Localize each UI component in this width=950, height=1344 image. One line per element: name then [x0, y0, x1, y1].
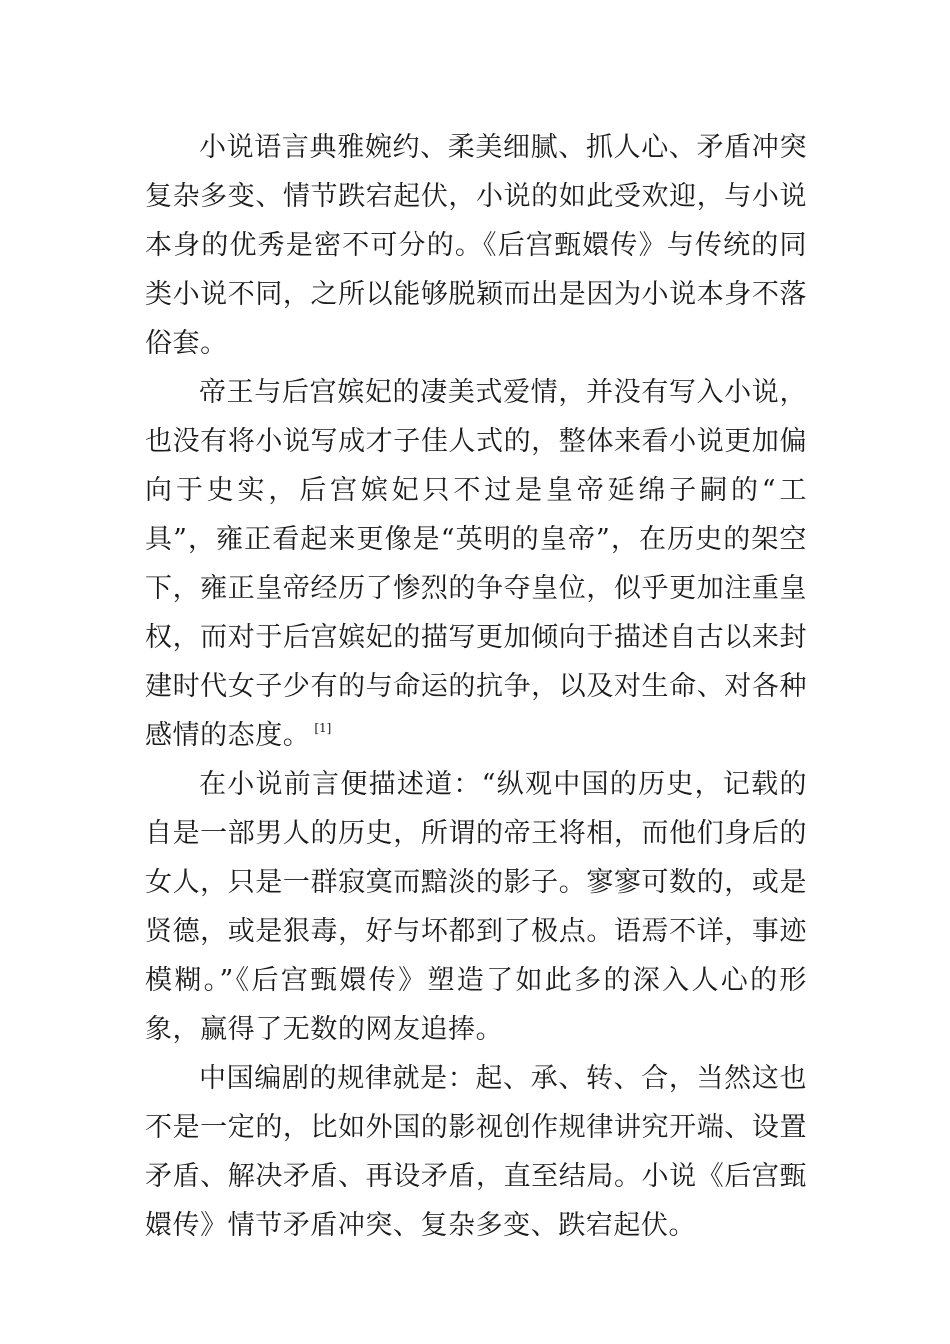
paragraph-4	[145, 1054, 807, 1250]
paragraph-text: 小说语言典雅婉约、柔美细腻、抓人心、矛盾冲突复杂多变、情节跌宕起伏，小说的如此受欢迎，与小说本身的优秀是密不可分的。《后宫甄嬛传》与传统的同类小说不同，之所以能够脱颖而出是因为小说本身不落俗套。	[145, 132, 807, 359]
paragraph-2	[145, 368, 807, 760]
paragraph-text: 在小说前言便描述道：“纵观中国的历史，记载的自是一部男人的历史，所谓的帝王将相，而他们身后的女人，只是一群寂寞而黯淡的影子。寥寥可数的，或是贤德，或是狠毒，好与坏都到了极点。语焉不详，事迹模糊。”《后宫甄嬛传》塑造了如此多的深入人心的形象，赢得了无数的网友追捧。	[145, 769, 807, 1045]
citation-marker[interactable]: [1]	[314, 721, 332, 735]
paragraph-1	[145, 123, 807, 368]
paragraph-text: 中国编剧的规律就是：起、承、转、合，当然这也不是一定的，比如外国的影视创作规律讲究开端、设置矛盾、解决矛盾、再设矛盾，直至结局。小说《后宫甄嬛传》情节矛盾冲突、复杂多变、跌宕起伏。	[145, 1063, 807, 1241]
document-page	[145, 123, 807, 1250]
paragraph-text: 帝王与后宫嫔妃的凄美式爱情，并没有写入小说，也没有将小说写成才子佳人式的，整体来看小说更加偏向于史实，后宫嫔妃只不过是皇帝延绵子嗣的“工具”，雍正看起来更像是“英明的皇帝”，在历史的架空下，雍正皇帝经历了惨烈的争夺皇位，似乎更加注重皇权，而对于后宫嫔妃的描写更加倾向于描述自古以来封建时代女子少有的与命运的抗争，以及对生命、对各种感情的态度。	[145, 377, 807, 751]
paragraph-3	[145, 760, 807, 1054]
